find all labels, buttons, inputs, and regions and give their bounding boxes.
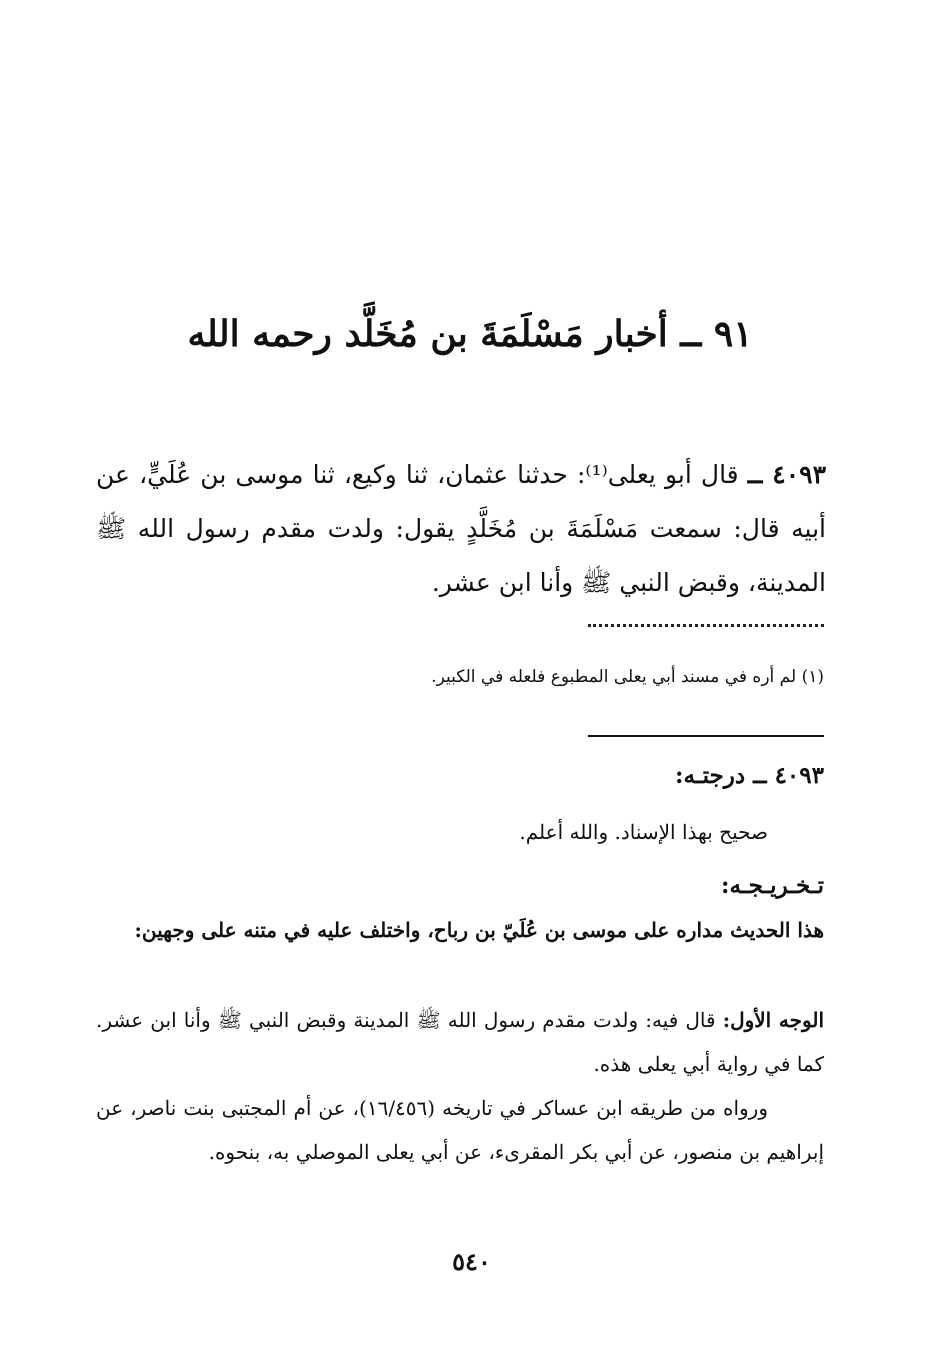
first-aspect-label: الوجه الأول: <box>722 1008 825 1032</box>
hadith-number: ٤٠٩٣ ــ <box>747 460 827 489</box>
narration-paragraph: ورواه من طريقه ابن عساكر في تاريخه (١٦/٤٥٦)، عن أم المجتبى بنت ناصر، عن إبراهيم بن منصور، عن أبي بكر المقرىء، عن أبي يعلى الموصلي به، بنحوه. <box>96 1096 824 1164</box>
first-aspect-text: قال فيه: ولدت مقدم رسول الله ﷺ المدينة وقبض النبي ﷺ وأنا ابن عشر. كما في رواية أبي يعلى هذه. <box>96 1008 824 1076</box>
chapter-title: ٩١ ــ أخبار مَسْلَمَةَ بن مُخَلَّد رحمه الله <box>187 313 753 355</box>
dotted-separator <box>588 624 824 627</box>
takhrij-heading: تـخـريـجـه: <box>721 872 824 899</box>
grade-heading: ٤٠٩٣ ــ درجتـه: <box>675 762 824 789</box>
first-aspect <box>96 998 824 1086</box>
footnote-rule <box>588 735 824 737</box>
takhrij-intro <box>96 908 824 952</box>
hadith-text <box>96 448 826 610</box>
hadith-body: قال أبو يعلى⁽¹⁾: حدثنا عثمان، ثنا وكيع، ثنا موسى بن عُلَيٍّ، عن أبيه قال: سمعت مَسْلَمَةَ بن مُخَلَّدٍ يقول: ولدت مقدم رسول الله ﷺ المدينة، وقبض النبي ﷺ وأنا ابن عشر. <box>96 460 826 597</box>
takhrij-intro-text: هذا الحديث مداره على موسى بن عُلَيّ بن رباح، واختلف عليه في متنه على وجهين: <box>134 918 824 942</box>
page-number: ٥٤٠ <box>452 1247 491 1276</box>
grade-text: صحيح بهذا الإسناد. والله أعلم. <box>519 820 768 844</box>
footnote: (١) لم أره في مسند أبي يعلى المطبوع فلعله في الكبير. <box>431 667 824 687</box>
